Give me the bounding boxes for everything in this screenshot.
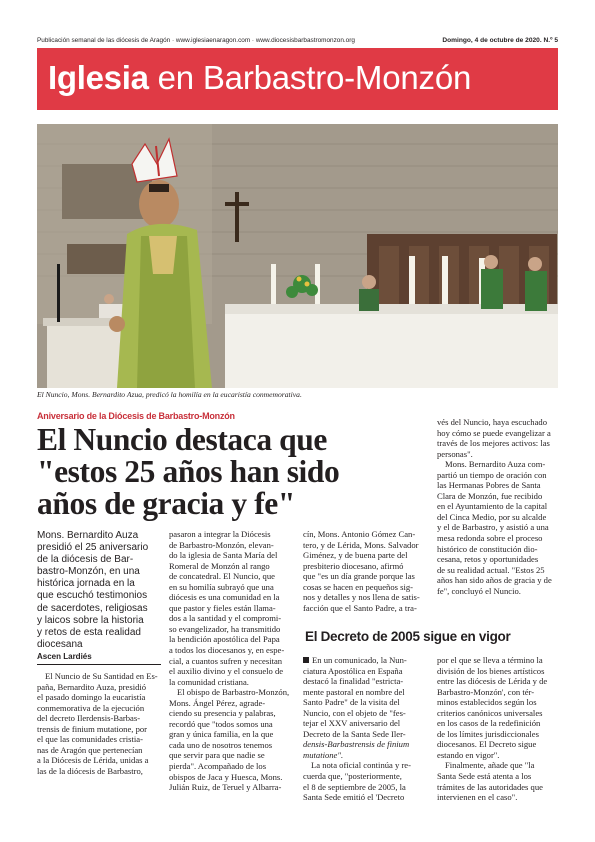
body-line: cín, Mons. Antonio Gómez Can- — [303, 529, 416, 539]
body-line-text: En un comunicado, la Nun- — [312, 655, 407, 665]
body-line: pasaron a integrar la Diócesis — [169, 529, 271, 539]
sidebar-subhead: El Decreto de 2005 sigue en vigor — [305, 629, 511, 644]
body-line: densis-Barbastrensis de finium — [303, 739, 410, 750]
body-line: paña, Bernardito Auza, presidió — [37, 681, 147, 692]
article-kicker: Aniversario de la Diócesis de Barbastro-Monzón — [37, 411, 235, 421]
lead-line: bastro-Monzón, en una — [37, 566, 140, 578]
body-line: las de la diócesis de Barbastro, — [37, 765, 143, 776]
main-photo — [37, 124, 558, 388]
nuncio-homily-photo — [37, 124, 558, 388]
body-line: la bendición apostólica del Papa — [169, 634, 280, 645]
body-line: cosas se hacen en pequeños sig- — [303, 581, 414, 592]
lead-line: de sacerdotes, religiosas — [37, 602, 148, 614]
body-line: de Barbastro-Monzón, elevan- — [169, 539, 274, 550]
body-line: fe", concluyó el Nuncio. — [437, 585, 521, 596]
article-column-3 — [303, 529, 429, 613]
body-line: el 8 de septiembre de 2005, la — [303, 781, 406, 792]
body-line: tejar el XXV aniversario del — [303, 718, 401, 729]
masthead — [37, 48, 558, 110]
body-line: tero, y de Lérida, Mons. Salvador — [303, 539, 419, 550]
body-line: El obispo de Barbastro-Monzón, — [177, 687, 290, 698]
body-line: y el de Barbastro, y asistió a una — [437, 522, 549, 533]
body-line: ciendo su presencia y palabras, — [169, 708, 276, 719]
body-line: nas de Aragón que pertenecían — [37, 744, 143, 755]
article-column-1 — [37, 671, 161, 776]
body-line: destacó la finalidad "estricta- — [303, 676, 404, 687]
body-line: Barbastro-Monzón', con tér- — [437, 686, 535, 697]
body-line: por el que se lleva a término la — [437, 655, 543, 665]
body-line: que "es un día grande porque las — [303, 571, 415, 582]
article-headline — [37, 424, 432, 520]
body-line: cial, a cuantos sufren y necesitan — [169, 655, 283, 666]
body-line: facción que el Santo Padre, a tra- — [303, 602, 417, 613]
body-line: mesa redonda sobre el proceso — [437, 533, 543, 544]
body-line: Santa Sede emitió el 'Decreto — [303, 792, 405, 803]
body-line: trensis de finium mutatione, por — [37, 723, 148, 734]
sidebar-column-2 — [437, 655, 561, 803]
body-line: dos a la santidad y el compromi- — [169, 613, 282, 624]
body-line: Santo Padre" de la visita del — [303, 697, 400, 708]
publication-info-bar — [37, 34, 558, 48]
body-line: que servir para que nadie se — [169, 750, 265, 761]
publication-line: Publicación semanal de las diócesis de Aragón · www.iglesiaenaragon.com · www.diocesisbarbastromonzon.org — [37, 37, 355, 44]
body-line: división de los bienes artísticos — [437, 665, 545, 676]
body-line: en su homilía subrayó que una — [169, 581, 274, 592]
lead-line: que escuchó testimonios — [37, 590, 148, 602]
body-line: Julián Ruiz, de Teruel y Albarra- — [169, 782, 282, 793]
body-line: Mons. Bernardito Auza com- — [445, 459, 546, 470]
body-line: que pastor y fieles están llama- — [169, 602, 276, 613]
body-line: recordó que "todos somos una — [169, 718, 273, 729]
body-line: cesana, retos y oportunidades — [437, 554, 539, 565]
body-line: de su realidad actual. "Estos 25 — [437, 564, 545, 575]
body-line: Giménez, y de buena parte del — [303, 550, 408, 561]
masthead-title-bold: Iglesia — [48, 59, 149, 96]
lead-line: y laicos sobre la historia — [37, 614, 144, 626]
photo-caption: El Nuncio, Mons. Bernardito Azua, predicó la homilía en la eucaristía conmemorativa. — [37, 390, 302, 399]
body-line: Nuncio, con el objeto de "fes- — [303, 707, 406, 718]
body-line: del Cinca Medio, por su alcalde — [437, 511, 547, 522]
headline-line: El Nuncio destaca que — [37, 422, 328, 457]
body-line: Clara de Monzón, fue recibido — [437, 490, 543, 501]
lead-line: Mons. Bernardito Auza — [37, 530, 139, 541]
body-line: de los límites jurisdiccionales — [437, 728, 539, 739]
headline-line: "estos 25 años han sido — [37, 454, 340, 489]
body-line: histórico de constitución dio- — [437, 543, 538, 554]
body-line: intervienen en el caso". — [437, 792, 518, 803]
sidebar-column-1 — [303, 655, 429, 803]
article-column-4 — [437, 417, 561, 596]
body-line: a la Diócesis de Lérida, unidas a — [37, 755, 149, 766]
article-column-2 — [169, 529, 295, 793]
lead-line: presidió el 25 aniversario — [37, 542, 149, 554]
body-line: cada uno de nosotros tenemos — [169, 739, 273, 750]
body-line: del decreto Ilerdensis-Barbas- — [37, 713, 141, 724]
body-line: minos establecidos según los — [437, 697, 537, 708]
body-line: mente pastoral en nombre del — [303, 686, 405, 697]
body-line: nos y detalles y nos llena de satis- — [303, 592, 420, 603]
body-line: Decreto de la Santa Sede Iler- — [303, 728, 406, 739]
lead-line: de la diócesis de Bar- — [37, 554, 134, 566]
body-line: Santa Sede está atenta a los — [437, 771, 532, 782]
body-line: criterios canónicos universales — [437, 707, 543, 718]
headline-line: años de gracia y fe" — [37, 486, 295, 521]
body-line: el auxilio divino y el consuelo de — [169, 666, 284, 677]
body-line: presbiterio diocesano, afirmó — [303, 560, 404, 571]
body-line: diocesanos. El Decreto sigue — [437, 739, 537, 750]
lead-line: diocesana — [37, 638, 83, 650]
body-line: trámites de las autoridades que — [437, 781, 543, 792]
body-line: en el Ayuntamiento de la capital — [437, 501, 548, 512]
body-line: do la iglesia de Santa María del — [169, 550, 278, 561]
article-byline: Ascen Lardiés — [37, 652, 92, 661]
body-line: diócesis es una comunidad en la — [169, 592, 280, 603]
bullet-square-icon — [303, 657, 309, 663]
body-line: La nota oficial continúa y re- — [311, 760, 411, 771]
article-lead — [37, 530, 161, 651]
body-line: mutatione". — [303, 749, 344, 760]
body-line: ciatura Apostólica en España — [303, 665, 403, 676]
masthead-title — [48, 57, 471, 99]
byline-divider — [37, 664, 161, 665]
body-line: El Nuncio de Su Santidad en Es- — [45, 671, 158, 681]
issue-date: Domingo, 4 de octubre de 2020. N.º 5 — [442, 37, 558, 44]
body-line — [303, 655, 429, 666]
body-line: vés del Nuncio, haya escuchado — [437, 417, 548, 427]
body-line: conmemorativa de la ejecución — [37, 702, 145, 713]
body-line: de concatedral. El Nuncio, que — [169, 571, 275, 582]
body-line: entre las diócesis de Lérida y de — [437, 676, 548, 687]
body-line: Finalmente, añade que "la — [445, 760, 535, 771]
body-line: cuerda que, "posteriormente, — [303, 771, 402, 782]
body-line: hoy cómo se puede evangelizar a — [437, 427, 551, 438]
body-line: años han sido años de gracia y de — [437, 575, 552, 586]
body-line: el que las comunidades cristia- — [37, 734, 143, 745]
body-line: Romeral de Monzón al rango — [169, 560, 270, 571]
body-line: las Hermanas Pobres de Santa — [437, 480, 541, 491]
body-line: en los casos de la redefinición — [437, 718, 541, 729]
body-line: Mons. Ángel Pérez, agrade- — [169, 697, 266, 708]
body-line: so evangelizador, ha transmitido — [169, 623, 281, 634]
body-line: la comunidad cristiana. — [169, 676, 249, 687]
body-line: personas". — [437, 448, 473, 459]
masthead-title-light: en Barbastro-Monzón — [148, 59, 472, 96]
body-line: a todos los diocesanos y, en espe- — [169, 645, 285, 656]
lead-line: y retos de esta realidad — [37, 626, 141, 638]
body-line: el pasado domingo la eucaristía — [37, 692, 146, 703]
body-line: través de los mejores activos: las — [437, 438, 550, 449]
body-line: estando en vigor". — [437, 749, 500, 760]
lead-line: histórica jornada en la — [37, 578, 135, 590]
body-line: partió un tiempo de oración con — [437, 469, 547, 480]
body-line: pierda". Acompañado de los — [169, 761, 267, 772]
body-line: obispos de Jaca y Huesca, Mons. — [169, 771, 283, 782]
body-line: gran y única familia, en la que — [169, 729, 274, 740]
